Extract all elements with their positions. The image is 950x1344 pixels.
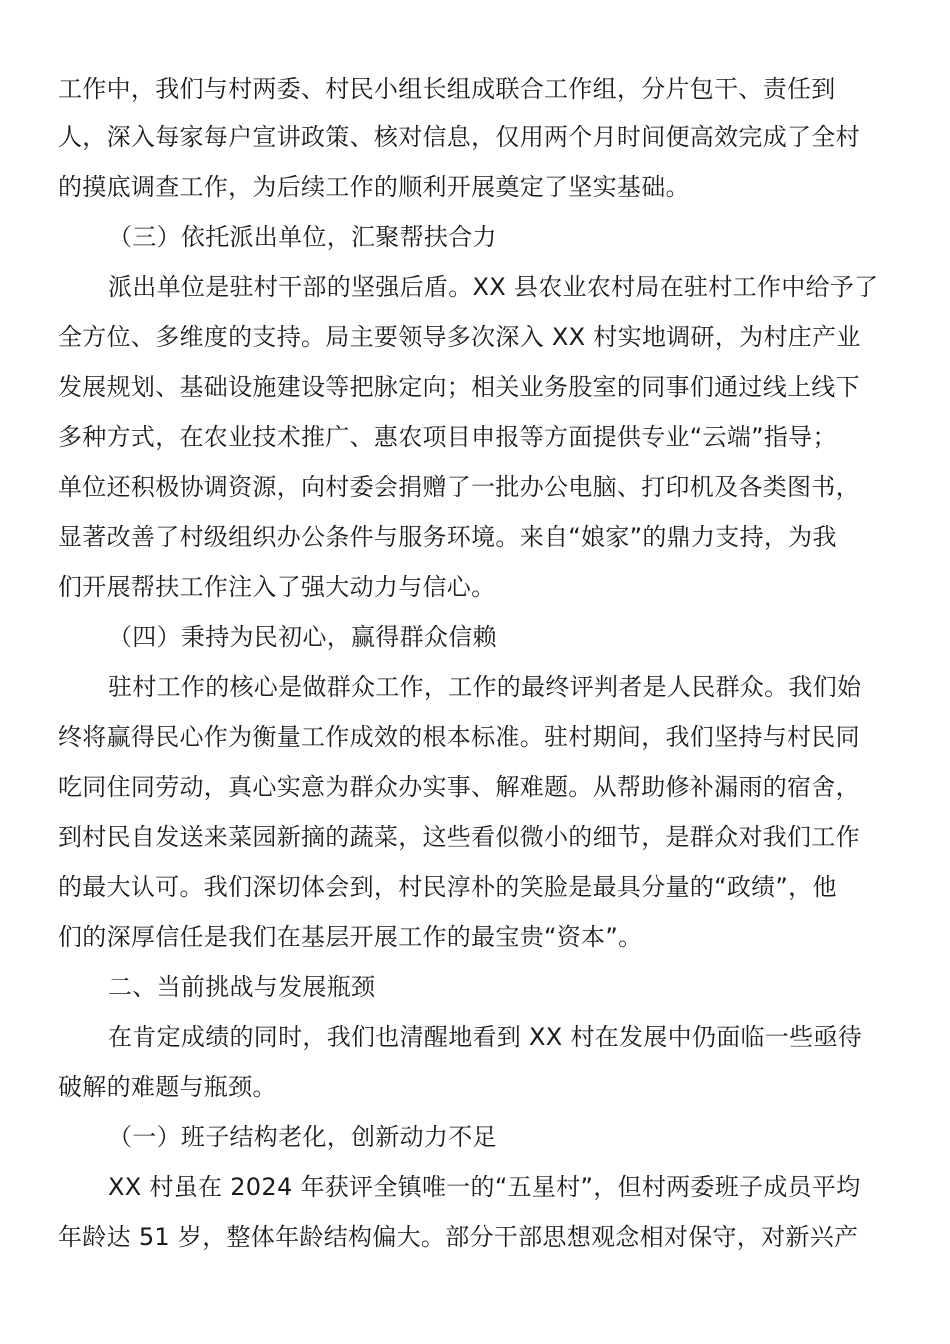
paragraph-line: 发展规划、基础设施建设等把脉定向；相关业务股室的同事们通过线上线下 xyxy=(58,373,860,401)
paragraph-line: 工作中，我们与村两委、村民小组长组成联合工作组，分片包干、责任到 xyxy=(58,75,836,103)
paragraph-line: 的最大认可。我们深切体会到，村民淳朴的笑脸是最具分量的“政绩”，他 xyxy=(58,873,837,901)
paragraph-line: 显著改善了村级组织办公条件与服务环境。来自“娘家”的鼎力支持，为我 xyxy=(58,523,837,551)
paragraph-line: 派出单位是驻村干部的坚强后盾。XX 县农业农村局在驻村工作中给予了 xyxy=(108,273,879,301)
paragraph-line: 全方位、多维度的支持。局主要领导多次深入 XX 村实地调研，为村庄产业 xyxy=(58,323,861,351)
section-heading-2: 二、当前挑战与发展瓶颈 xyxy=(108,973,376,1001)
paragraph-line: 到村民自发送来菜园新摘的蔬菜，这些看似微小的细节，是群众对我们工作 xyxy=(58,823,860,851)
paragraph-line: 在肯定成绩的同时，我们也清醒地看到 XX 村在发展中仍面临一些亟待 xyxy=(108,1023,863,1051)
paragraph-line: 终将赢得民心作为衡量工作成效的根本标准。驻村期间，我们坚持与村民同 xyxy=(58,723,860,751)
subheading-4: （四）秉持为民初心，赢得群众信赖 xyxy=(108,623,497,651)
subheading-3: （三）依托派出单位，汇聚帮扶合力 xyxy=(108,223,497,251)
paragraph-line: 多种方式，在农业技术推广、惠农项目申报等方面提供专业“云端”指导； xyxy=(58,423,837,451)
subheading-1: （一）班子结构老化，创新动力不足 xyxy=(108,1123,497,1151)
paragraph-line: 破解的难题与瓶颈。 xyxy=(58,1073,277,1101)
paragraph-line: 人，深入每家每户宣讲政策、核对信息，仅用两个月时间便高效完成了全村 xyxy=(58,123,860,151)
paragraph-line: 驻村工作的核心是做群众工作，工作的最终评判者是人民群众。我们始 xyxy=(108,673,862,701)
paragraph-line: 吃同住同劳动，真心实意为群众办实事、解难题。从帮助修补漏雨的宿舍， xyxy=(58,773,860,801)
paragraph-line: 们开展帮扶工作注入了强大动力与信心。 xyxy=(58,573,496,601)
paragraph-line: 单位还积极协调资源，向村委会捐赠了一批办公电脑、打印机及各类图书， xyxy=(58,473,860,501)
paragraph-line: 的摸底调查工作，为后续工作的顺利开展奠定了坚实基础。 xyxy=(58,173,690,201)
paragraph-line: 们的深厚信任是我们在基层开展工作的最宝贵“资本”。 xyxy=(58,923,643,951)
paragraph-line: 年龄达 51 岁，整体年龄结构偏大。部分干部思想观念相对保守，对新兴产 xyxy=(58,1223,859,1251)
paragraph-line: XX 村虽在 2024 年获评全镇唯一的“五星村”，但村两委班子成员平均 xyxy=(108,1173,861,1201)
